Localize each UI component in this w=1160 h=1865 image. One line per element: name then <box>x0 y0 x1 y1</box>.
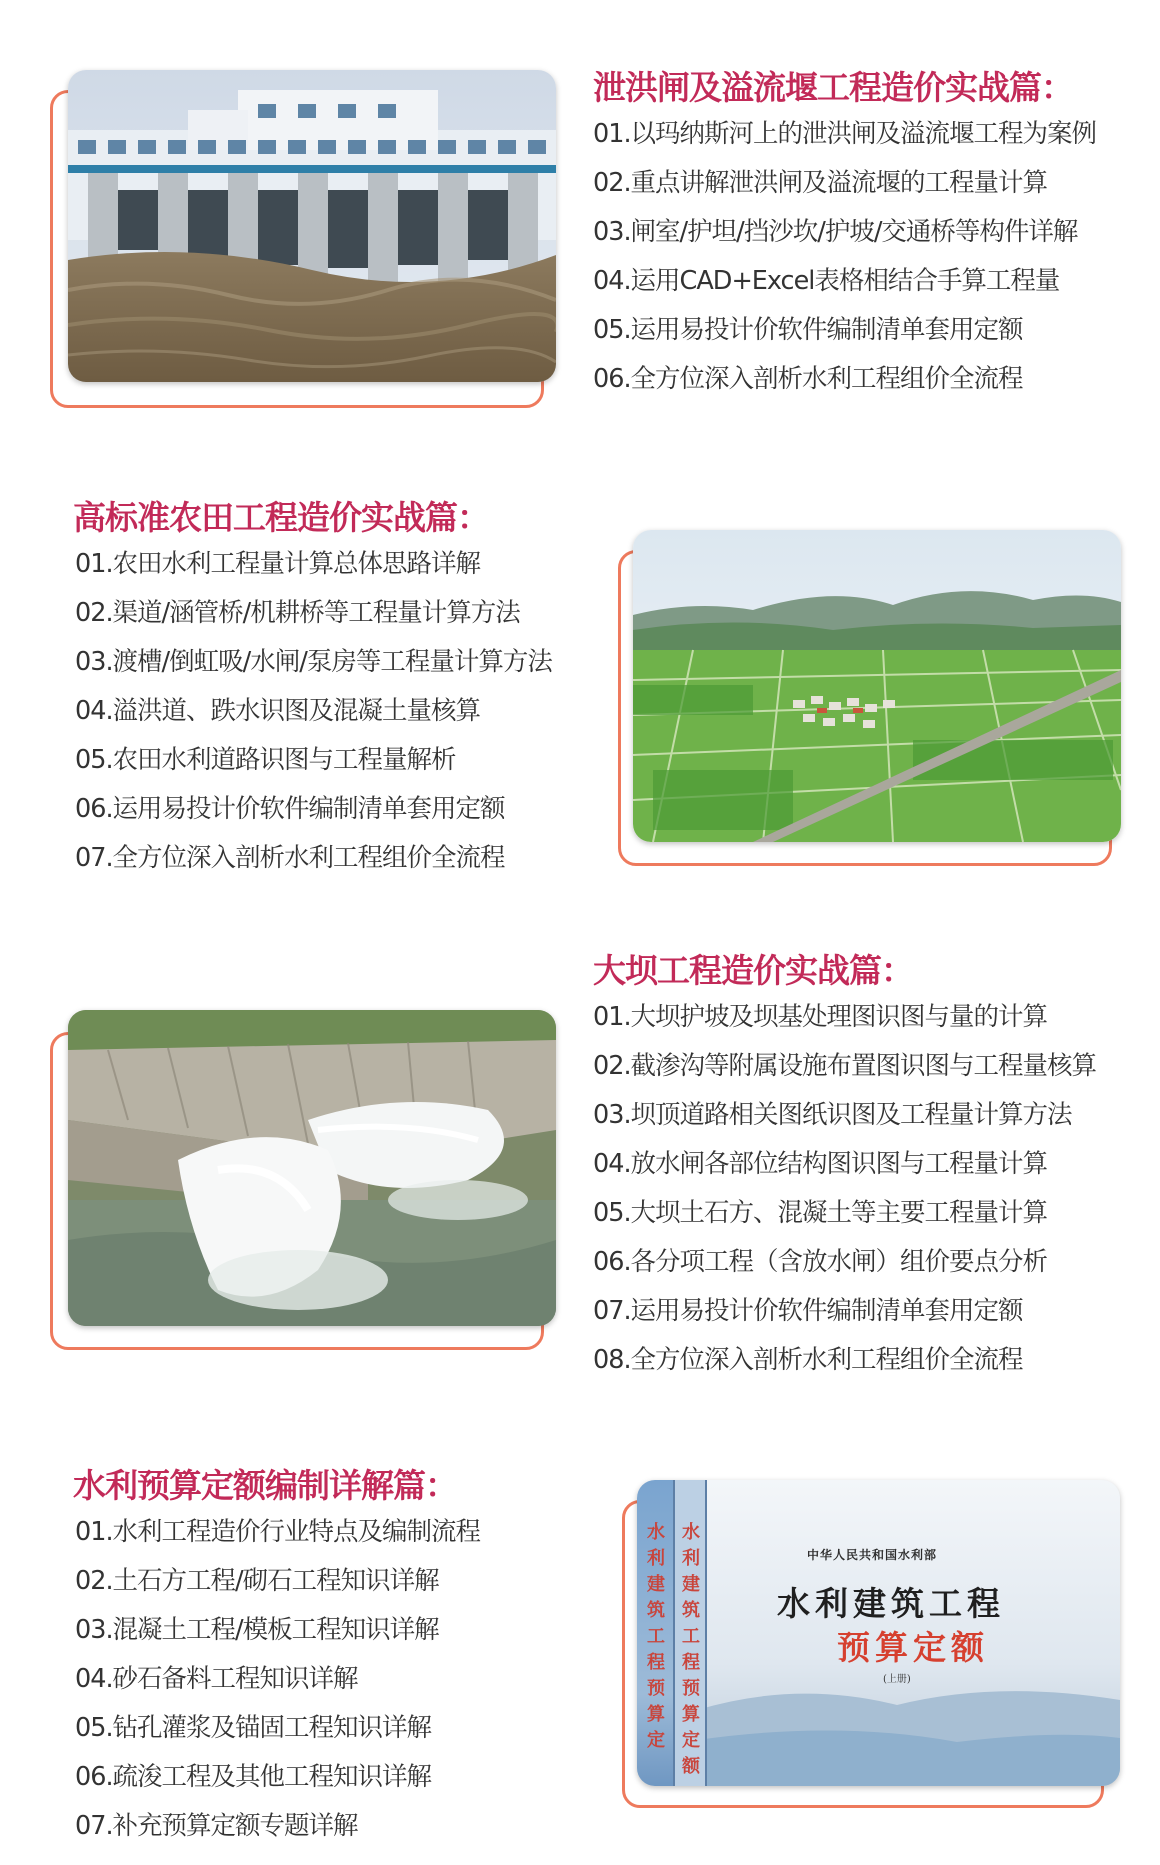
list-item: 01.水利工程造价行业特点及编制流程 <box>75 1517 481 1547</box>
book-publisher: 中华人民共和国水利部 <box>807 1548 938 1562</box>
spine-char: 预 <box>682 1678 700 1699</box>
list-item: 06.运用易投计价软件编制清单套用定额 <box>75 794 505 824</box>
spine-char: 水 <box>682 1522 700 1543</box>
list-item: 02.渠道/涵管桥/机耕桥等工程量计算方法 <box>75 598 520 628</box>
list-item: 06.各分项工程（含放水闸）组价要点分析 <box>593 1247 1048 1277</box>
spine-char: 筑 <box>647 1600 665 1621</box>
spine-char: 算 <box>682 1704 700 1725</box>
section-sluice-gate <box>0 0 1160 420</box>
spine-char: 预 <box>647 1678 665 1699</box>
book-title-line1: 水利建筑工程 <box>777 1584 1005 1623</box>
spine-char: 程 <box>647 1652 665 1673</box>
dam-photo <box>68 1010 556 1326</box>
list-item: 08.全方位深入剖析水利工程组价全流程 <box>593 1345 1023 1375</box>
sluice-gate-photo <box>68 70 556 382</box>
spine-char: 定 <box>647 1730 665 1751</box>
list-item: 01.大坝护坡及坝基处理图识图与量的计算 <box>593 1002 1048 1032</box>
list-item: 04.放水闸各部位结构图识图与工程量计算 <box>593 1149 1048 1179</box>
spine-char: 筑 <box>682 1600 700 1621</box>
section-title: 大坝工程造价实战篇： <box>593 951 913 990</box>
list-item: 05.钻孔灌浆及锚固工程知识详解 <box>75 1713 432 1743</box>
section-title: 泄洪闸及溢流堰工程造价实战篇： <box>593 68 1073 107</box>
list-item: 02.截渗沟等附属设施布置图识图与工程量核算 <box>593 1051 1097 1081</box>
spine-char: 利 <box>647 1548 665 1569</box>
section-title: 高标准农田工程造价实战篇： <box>73 498 489 537</box>
book-photo-frame <box>622 1480 1132 1810</box>
section-budget-quota <box>0 1440 1160 1865</box>
section-farmland <box>0 470 1160 900</box>
spine-char: 水 <box>647 1522 665 1543</box>
spine-char: 工 <box>647 1626 665 1647</box>
section-dam <box>0 951 1160 1400</box>
list-item: 04.砂石备料工程知识详解 <box>75 1664 358 1694</box>
list-item: 06.疏浚工程及其他工程知识详解 <box>75 1762 432 1792</box>
item-list <box>75 1508 480 1851</box>
list-item: 07.全方位深入剖析水利工程组价全流程 <box>75 843 505 873</box>
list-item: 06.全方位深入剖析水利工程组价全流程 <box>593 364 1023 394</box>
item-list <box>593 993 1096 1385</box>
farmland-photo-frame <box>618 530 1128 865</box>
spine-char: 定 <box>682 1730 700 1751</box>
list-item: 07.补充预算定额专题详解 <box>75 1811 358 1841</box>
list-item: 03.渡槽/倒虹吸/水闸/泵房等工程量计算方法 <box>75 647 552 677</box>
spine-char: 建 <box>682 1574 700 1595</box>
book-volume: (上册) <box>883 1674 911 1685</box>
dam-photo-frame <box>50 1010 560 1350</box>
spine-char: 算 <box>647 1704 665 1725</box>
list-item: 01.以玛纳斯河上的泄洪闸及溢流堰工程为案例 <box>593 119 1097 149</box>
list-item: 03.混凝土工程/模板工程知识详解 <box>75 1615 439 1645</box>
spine-char: 程 <box>682 1652 700 1673</box>
list-item: 05.大坝土石方、混凝土等主要工程量计算 <box>593 1198 1048 1228</box>
list-item: 05.农田水利道路识图与工程量解析 <box>75 745 456 775</box>
book-spine-right <box>678 1520 704 1780</box>
list-item: 04.运用CAD+Excel表格相结合手算工程量 <box>593 266 1060 296</box>
spine-char: 利 <box>682 1548 700 1569</box>
spine-char: 额 <box>682 1756 700 1777</box>
list-item: 03.坝顶道路相关图纸识图及工程量计算方法 <box>593 1100 1072 1130</box>
list-item: 02.重点讲解泄洪闸及溢流堰的工程量计算 <box>593 168 1048 198</box>
list-item: 02.土石方工程/砌石工程知识详解 <box>75 1566 439 1596</box>
list-item: 07.运用易投计价软件编制清单套用定额 <box>593 1296 1023 1326</box>
list-item: 05.运用易投计价软件编制清单套用定额 <box>593 315 1023 345</box>
farmland-photo <box>633 530 1121 842</box>
item-list <box>593 110 1096 404</box>
spine-char: 建 <box>647 1574 665 1595</box>
spine-char: 工 <box>682 1626 700 1647</box>
section-title: 水利预算定额编制详解篇： <box>73 1466 457 1505</box>
list-item: 03.闸室/护坦/挡沙坎/护坡/交通桥等构件详解 <box>593 217 1078 247</box>
book-cover-photo <box>637 1480 1120 1786</box>
list-item: 01.农田水利工程量计算总体思路详解 <box>75 549 481 579</box>
item-list <box>75 540 552 883</box>
book-title-line2: 预算定额 <box>837 1628 989 1667</box>
sluice-photo-frame <box>50 70 560 410</box>
book-spine-left <box>643 1520 669 1754</box>
list-item: 04.溢洪道、跌水识图及混凝土量核算 <box>75 696 481 726</box>
